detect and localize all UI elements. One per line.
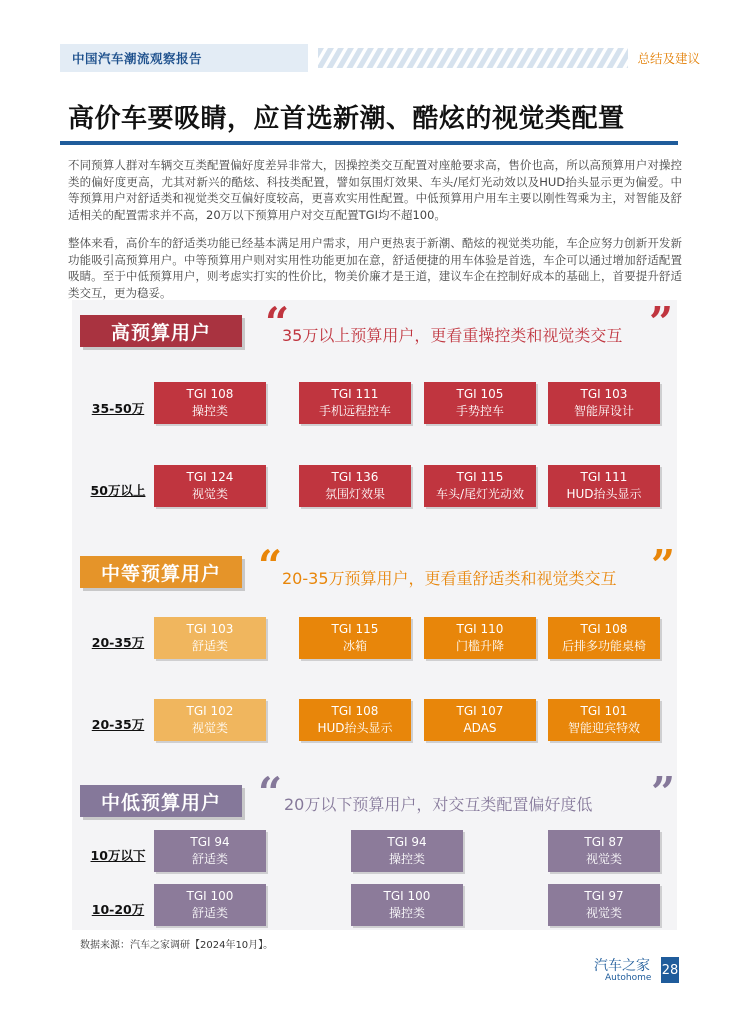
tgi-box: TGI 94 操控类 xyxy=(351,830,463,872)
page-title: 高价车要吸睛，应首选新潮、酷炫的视觉类配置 xyxy=(68,104,625,134)
tgi-box: TGI 100 舒适类 xyxy=(154,884,266,926)
tgi-box: TGI 124 视觉类 xyxy=(154,465,266,507)
tgi-box: TGI 108 HUD抬头显示 xyxy=(299,699,411,741)
section-badge-high: 高预算用户 xyxy=(80,315,242,347)
section-quote-mid: 20-35万预算用户，更看重舒适类和视觉类交互 xyxy=(282,569,617,588)
section-badge-low: 中低预算用户 xyxy=(80,785,242,817)
tgi-box: TGI 110 门槛升降 xyxy=(424,617,536,659)
quote-close-icon: ” xyxy=(651,768,676,817)
tgi-box: TGI 87 视觉类 xyxy=(548,830,660,872)
row-label: 50万以上 xyxy=(90,483,146,498)
tgi-box: TGI 105 手势控车 xyxy=(424,382,536,424)
tgi-box: TGI 100 操控类 xyxy=(351,884,463,926)
page-number: 28 xyxy=(661,957,679,983)
tgi-box: TGI 102 视觉类 xyxy=(154,699,266,741)
title-underline xyxy=(60,141,678,145)
quote-close-icon: ” xyxy=(651,541,676,590)
quote-open-icon: “ xyxy=(258,541,283,590)
data-source-note: 数据来源：汽车之家调研【2024年10月】。 xyxy=(80,940,274,951)
row-label: 20-35万 xyxy=(91,717,145,732)
header-stripes-decoration xyxy=(318,48,628,68)
quote-close-icon: ” xyxy=(649,298,674,347)
tgi-box: TGI 103 智能屏设计 xyxy=(548,382,660,424)
quote-open-icon: “ xyxy=(258,768,283,817)
tgi-box: TGI 115 冰箱 xyxy=(299,617,411,659)
tgi-box: TGI 107 ADAS xyxy=(424,699,536,741)
body-paragraph-2: 整体来看，高价车的舒适类功能已经基本满足用户需求，用户更热衷于新潮、酷炫的视觉类功能，车企应努力创新开发新功能吸引高预算用户。中等预算用户则对实用性功能更加在意，舒适便捷的用车体验是首选，车企可以通过增加舒适配置吸睛。至于中低预算用户，则考虑实打实的性价比，物美价廉才是王道，建议车企在控制好成本的基础上，首要提升舒适类交互，更为稳妥。 xyxy=(68,236,682,300)
tgi-box: TGI 103 舒适类 xyxy=(154,617,266,659)
tgi-box: TGI 94 舒适类 xyxy=(154,830,266,872)
body-paragraph-1: 不同预算人群对车辆交互类配置偏好度差异非常大，因操控类交互配置对座舱要求高，售价也高，所以高预算用户对操控类的偏好度更高，尤其对新兴的酷炫、科技类配置，譬如氛围灯效果、车头/尾灯光动效以及HUD抬头显示更为偏爱。中等预算用户对舒适类和视觉类交互偏好度较高，更喜欢实用性配置。中低预算用户用车主要以刚性驾乘为主，对智能及舒适相关的配置需求并不高，20万以下预算用户对交互配置TGI均不超100。 xyxy=(68,158,682,222)
row-label: 35-50万 xyxy=(91,401,145,416)
tgi-box: TGI 115 车头/尾灯光动效 xyxy=(424,465,536,507)
autohome-logo-en: Autohome xyxy=(605,973,652,983)
tgi-box: TGI 97 视觉类 xyxy=(548,884,660,926)
row-label: 20-35万 xyxy=(91,635,145,650)
section-badge-mid: 中等预算用户 xyxy=(80,556,242,588)
header-title-bar xyxy=(60,44,308,72)
tgi-box: TGI 111 手机远程控车 xyxy=(299,382,411,424)
row-label: 10-20万 xyxy=(91,902,145,917)
report-title: 中国汽车潮流观察报告 xyxy=(72,51,203,66)
section-label: 总结及建议 xyxy=(637,51,700,66)
autohome-logo: 汽车之家 xyxy=(594,958,650,974)
report-header xyxy=(60,44,700,72)
tgi-box: TGI 111 HUD抬头显示 xyxy=(548,465,660,507)
tgi-box: TGI 108 操控类 xyxy=(154,382,266,424)
tgi-box: TGI 108 后排多功能桌椅 xyxy=(548,617,660,659)
section-quote-high: 35万以上预算用户，更看重操控类和视觉类交互 xyxy=(282,326,623,345)
section-quote-low: 20万以下预算用户，对交互类配置偏好度低 xyxy=(284,795,593,814)
tgi-box: TGI 101 智能迎宾特效 xyxy=(548,699,660,741)
row-label: 10万以下 xyxy=(90,848,146,863)
quote-open-icon: “ xyxy=(265,298,290,347)
tgi-box: TGI 136 氛围灯效果 xyxy=(299,465,411,507)
